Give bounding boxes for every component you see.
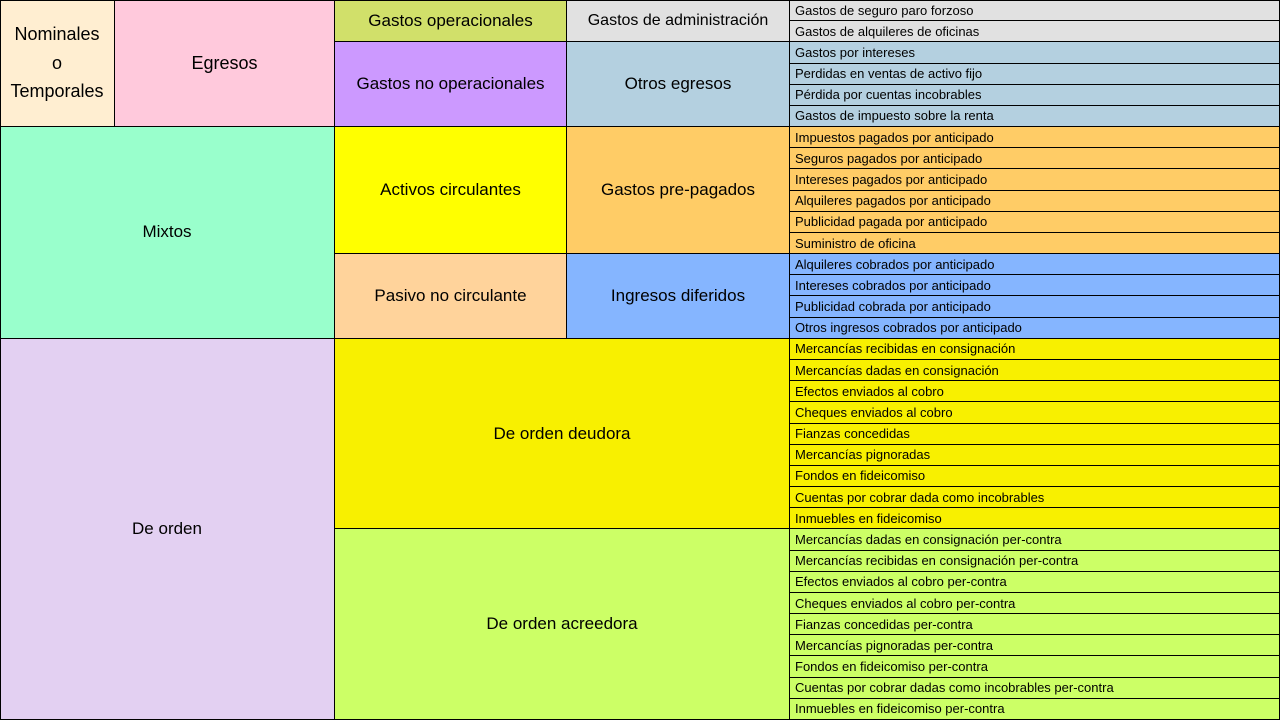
account-row: Cheques enviados al cobro xyxy=(790,402,1280,423)
account-row: Cheques enviados al cobro per-contra xyxy=(790,593,1280,614)
account-row: Seguros pagados por anticipado xyxy=(790,148,1280,169)
account-row: Cuentas por cobrar dadas como incobrables per-contra xyxy=(790,678,1280,699)
account-row: Alquileres pagados por anticipado xyxy=(790,191,1280,212)
account-row: Cuentas por cobrar dada como incobrables xyxy=(790,487,1280,508)
account-row: Suministro de oficina xyxy=(790,233,1280,254)
account-row: Intereses pagados por anticipado xyxy=(790,169,1280,190)
account-row: Mercancías recibidas en consignación per-contra xyxy=(790,551,1280,572)
account-row: Fianzas concedidas xyxy=(790,424,1280,445)
account-row: Publicidad cobrada por anticipado xyxy=(790,296,1280,317)
account-row: Mercancías dadas en consignación xyxy=(790,360,1280,381)
group-ingresos-diferidos: Ingresos diferidos xyxy=(567,254,790,339)
account-row: Gastos de alquileres de oficinas xyxy=(790,21,1280,42)
account-row: Alquileres cobrados por anticipado xyxy=(790,254,1280,275)
account-row: Pérdida por cuentas incobrables xyxy=(790,85,1280,106)
account-row: Publicidad pagada por anticipado xyxy=(790,212,1280,233)
group-activos-circulantes: Activos circulantes xyxy=(335,127,567,254)
account-row: Gastos por intereses xyxy=(790,42,1280,63)
account-row: Efectos enviados al cobro per-contra xyxy=(790,572,1280,593)
group-de-orden-acreedora: De orden acreedora xyxy=(335,529,790,720)
group-pasivo-no-circulante: Pasivo no circulante xyxy=(335,254,567,339)
account-row: Inmuebles en fideicomiso xyxy=(790,508,1280,529)
account-row: Fianzas concedidas per-contra xyxy=(790,614,1280,635)
group-gastos-operacionales: Gastos operacionales xyxy=(335,0,567,42)
group-otros-egresos: Otros egresos xyxy=(567,42,790,127)
account-row: Impuestos pagados por anticipado xyxy=(790,127,1280,148)
group-egresos: Egresos xyxy=(115,0,335,127)
account-row: Mercancías recibidas en consignación xyxy=(790,339,1280,360)
account-row: Fondos en fideicomiso xyxy=(790,466,1280,487)
group-nominales: Nominales o Temporales xyxy=(0,0,115,127)
account-row: Gastos de impuesto sobre la renta xyxy=(790,106,1280,127)
account-row: Efectos enviados al cobro xyxy=(790,381,1280,402)
account-row: Fondos en fideicomiso per-contra xyxy=(790,656,1280,677)
account-row: Intereses cobrados por anticipado xyxy=(790,275,1280,296)
account-row: Inmuebles en fideicomiso per-contra xyxy=(790,699,1280,720)
group-de-orden: De orden xyxy=(0,339,335,720)
group-mixtos: Mixtos xyxy=(0,127,335,339)
account-row: Otros ingresos cobrados por anticipado xyxy=(790,318,1280,339)
account-row: Perdidas en ventas de activo fijo xyxy=(790,64,1280,85)
account-row: Mercancías pignoradas xyxy=(790,445,1280,466)
group-de-orden-deudora: De orden deudora xyxy=(335,339,790,530)
group-gastos-administracion: Gastos de administración xyxy=(567,0,790,42)
group-gastos-prepagados: Gastos pre-pagados xyxy=(567,127,790,254)
group-gastos-no-operacionales: Gastos no operacionales xyxy=(335,42,567,127)
account-row: Mercancías dadas en consignación per-contra xyxy=(790,529,1280,550)
account-row: Gastos de seguro paro forzoso xyxy=(790,0,1280,21)
account-row: Mercancías pignoradas per-contra xyxy=(790,635,1280,656)
